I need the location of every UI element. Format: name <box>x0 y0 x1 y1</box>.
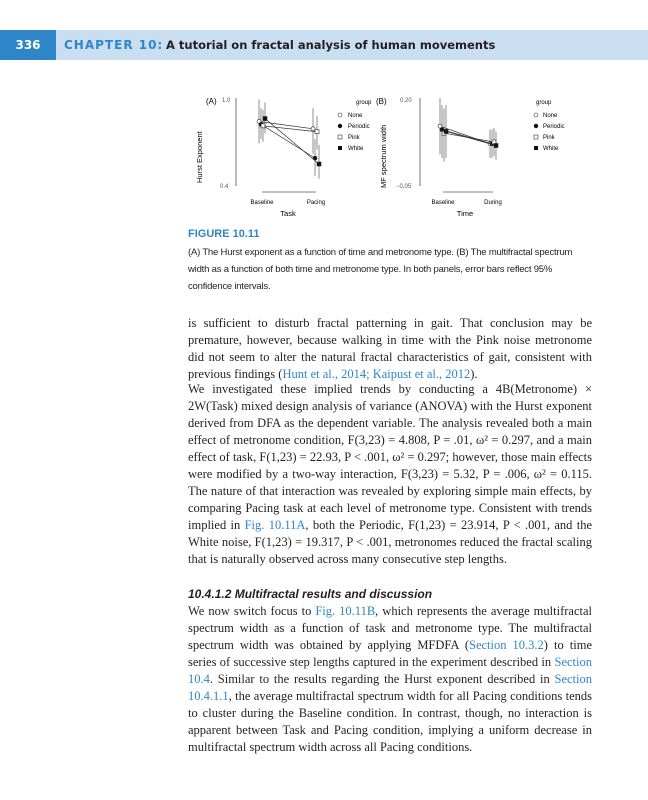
legend-b-none: None <box>543 113 558 119</box>
panel-a-point-pink-1 <box>315 130 319 134</box>
legend-b-marker-none <box>534 113 538 117</box>
panel-b-x-tick-during: During <box>484 200 502 206</box>
figure-ref-link[interactable]: Fig. 10.11A <box>244 518 306 532</box>
panel-b-y-label: MF spectrum width <box>379 124 388 188</box>
panel-b-line-white <box>446 131 496 145</box>
paragraph-3-text-c: ) to time series of successive step lengths captured in the experiment described in <box>188 638 592 669</box>
section-heading: 10.4.1.2 Multifractal results and discussion <box>188 587 433 601</box>
paragraph-1-text: is sufficient to disturb fractal patterning in gait. That conclusion may be premature, however, because walking in time with the Pink noise metronome did not seem to alter the natural fractal characteristics of gait, consistent with previous findings ( <box>188 316 592 381</box>
panel-a-y-top: 1.0 <box>222 98 231 104</box>
legend-a-marker-none <box>338 113 342 117</box>
panel-b-y-bottom: −0.05 <box>396 184 412 190</box>
legend-a-white: White <box>348 146 364 152</box>
legend-a-marker-pink <box>338 135 342 139</box>
legend-b <box>534 113 565 152</box>
running-header <box>0 30 648 60</box>
panel-b-x-label: Time <box>456 209 474 218</box>
panel-b-x-tick-baseline: Baseline <box>431 200 455 206</box>
legend-b-title: group <box>536 100 552 106</box>
panel-a-x-label: Task <box>280 209 296 218</box>
paragraph-2-text: We investigated these implied trends by conducting a 4B(Metronome) × 2W(Task) mixed design analysis of variance (ANOVA) with the Hurst exponent derived from DFA as the dependent variable. The analysis revealed both a main effect of metronome condition, F(3,23) = 4.808, P = .01, ω² = 0.297, and a main effect of task, F(1,23) = 22.93, P < .001, ω² = 0.297; however, those main effects were modified by a two-way interaction, F(3,23) = 5.32, P = .006, ω² = 0.115. The nature of that interaction was revealed by exploring simple main effects, by comparing Pacing task at each level of metronome type. Consistent with trends implied in <box>188 382 592 532</box>
panel-a-point-pink-0 <box>261 124 265 128</box>
panel-a-line-white <box>265 119 319 164</box>
panel-a-x-tick-pacing: Pacing <box>306 200 326 206</box>
panel-a-y-label: Hurst Exponent <box>195 131 204 183</box>
legend-a-periodic: Periodic <box>348 124 370 130</box>
chapter-label: CHAPTER 10: <box>64 38 164 52</box>
section-ref-link-3[interactable]: Section 10.4.1.1 <box>188 672 592 703</box>
legend-b-marker-periodic <box>534 124 538 128</box>
legend-a-marker-white <box>338 146 342 150</box>
section-ref-link-1[interactable]: Section 10.3.2 <box>469 638 544 652</box>
figure-label: FIGURE 10.11 <box>188 228 260 240</box>
panel-a-point-white-0 <box>263 117 267 121</box>
page-number: 336 <box>0 30 56 60</box>
legend-b-white: White <box>543 146 559 152</box>
legend-b-marker-white <box>534 146 538 150</box>
panel-b-point-white-1 <box>494 144 498 148</box>
section-ref-link-2[interactable]: Section 10.4 <box>188 655 592 686</box>
panel-a-point-none-1 <box>311 127 315 131</box>
legend-a <box>338 113 370 152</box>
paragraph-3-text-a: We now switch focus to <box>188 604 316 618</box>
panel-b-tag: (B) <box>376 97 387 106</box>
legend-a-pink: Pink <box>348 135 360 141</box>
panel-a-tag: (A) <box>206 97 217 106</box>
figure-10-11 <box>190 88 590 223</box>
citation-link[interactable]: Hunt et al., 2014; Kaipust et al., 2012 <box>282 367 471 381</box>
paragraph-1 <box>188 315 592 383</box>
paragraph-3 <box>188 603 592 756</box>
paragraph-3-text-e: , the average multifractal spectrum width for all Pacing conditions tends to cluster during the Baseline condition. In contrast, though, no interaction is apparent between Task and Pacing condition, implying a uniform decrease in multifractal spectrum width across all Pacing conditions. <box>188 689 592 754</box>
figure-caption <box>188 228 588 295</box>
legend-b-pink: Pink <box>543 135 555 141</box>
legend-a-none: None <box>348 113 363 119</box>
figure-caption-text: (A) The Hurst exponent as a function of time and metronome type. (B) The multifractal spectrum width as a function of both time and metronome type. In both panels, error bars reflect 95% confidence intervals. <box>188 247 573 292</box>
figure-ref-link-b[interactable]: Fig. 10.11B <box>315 604 376 618</box>
legend-b-marker-pink <box>534 135 538 139</box>
panel-a-y-bottom: 0.4 <box>220 184 229 190</box>
panel-b-line-periodic <box>442 130 492 144</box>
panel-a-line-periodic <box>261 124 315 158</box>
paragraph-1-end: ). <box>470 367 478 381</box>
chart-marks <box>257 98 498 179</box>
paragraph-2-end: , both the Periodic, F(1,23) = 23.914, P < .001, and the White noise, F(1,23) = 19.317, P < .001, metronomes reduced the fractal scaling that is naturally observed across many consecutive step lengths. <box>188 518 592 566</box>
panel-b-point-white-0 <box>444 129 448 133</box>
panel-a-x-tick-baseline: Baseline <box>250 200 274 206</box>
legend-a-title: group <box>356 100 372 106</box>
legend-a-marker-periodic <box>338 124 342 128</box>
paragraph-3-text-d: . Similar to the results regarding the Hurst exponent described in <box>209 672 555 686</box>
panel-b-y-top: 0.20 <box>400 98 412 104</box>
chapter-title: A tutorial on fractal analysis of human movements <box>166 38 496 52</box>
panel-a-point-white-1 <box>317 162 321 166</box>
paragraph-3-text-b: , which represents the average multifractal spectrum width as a function of task and metronome type. The multifractal spectrum width was obtained by applying MFDFA ( <box>188 604 592 652</box>
legend-b-periodic: Periodic <box>543 124 565 130</box>
panel-a-line-none <box>259 121 313 128</box>
paragraph-2 <box>188 381 592 568</box>
